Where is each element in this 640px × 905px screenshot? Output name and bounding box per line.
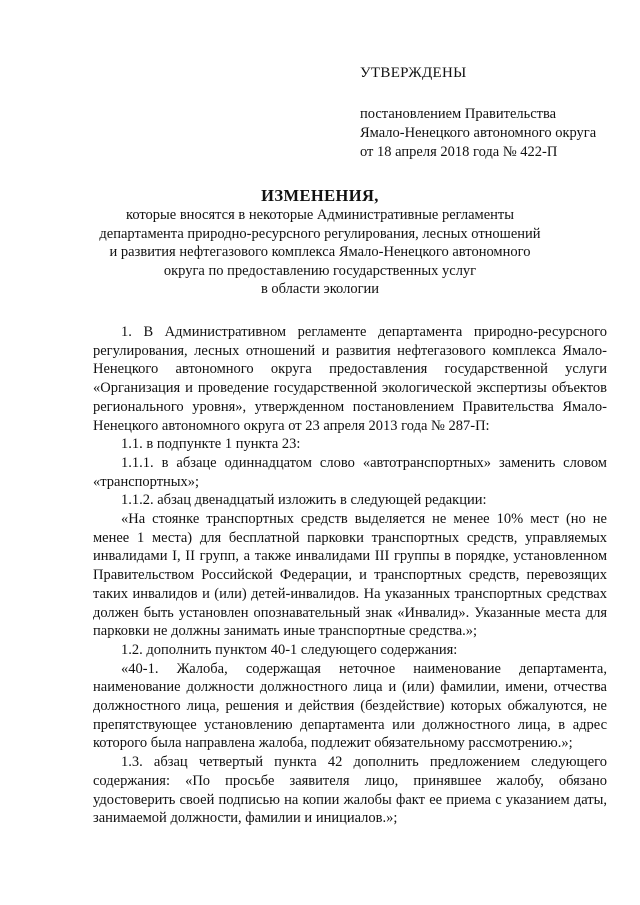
- paragraph-1-3: 1.3. абзац четвертый пункта 42 дополнить предложением следующего содержания: «По просьбе заявителя лицо, принявшее жалобу, обязано удостоверить своей подписью на копии жалобы факт ее приема с указанием даты, занимаемой должности, фамилии и инициалов.»;: [93, 754, 607, 827]
- title-subline: которые вносятся в некоторые Административные регламенты: [126, 207, 514, 223]
- paragraph-1-2: 1.2. дополнить пунктом 40-1 следующего содержания:: [121, 641, 458, 658]
- document-body: [93, 323, 607, 828]
- document-title: [0, 186, 640, 299]
- approval-line: постановлением Правительства: [360, 106, 557, 122]
- paragraph-1-1-1: 1.1.1. в абзаце одиннадцатом слово «автотранспортных» заменить словом «транспортных»;: [93, 454, 607, 490]
- approval-heading: УТВЕРЖДЕНЫ: [360, 65, 467, 81]
- paragraph-1-1: 1.1. в подпункте 1 пункта 23:: [121, 436, 301, 453]
- paragraph-1-1-2: 1.1.2. абзац двенадцатый изложить в следующей редакции:: [121, 492, 487, 509]
- approval-line: Ямало-Ненецкого автономного округа: [360, 125, 597, 141]
- title-subline: и развития нефтегазового комплекса Ямало-Ненецкого автономного: [109, 244, 531, 261]
- title-subline: округа по предоставлению государственных услуг: [163, 262, 477, 279]
- paragraph-1: 1. В Административном регламенте департамента природно-ресурсного регулирования, лесных отношений и развития нефтегазового комплекса Ямало-Ненецкого автономного округа предоставления государственной услуги «Организация и проведение государственной экологической экспертизы объектов регионального уровня», утвержденном постановлением Правительства Ямало-Ненецкого автономного округа от 23 апреля 2013 года № 287-П:: [93, 324, 607, 434]
- paragraph-quote-parking: «На стоянке транспортных средств выделяется не менее 10% мест (но не менее 1 места) для бесплатной парковки транспортных средств, управляемых инвалидами I, II групп, а также инвалидами III группы в порядке, установленном Правительством Российской Федерации, и транспортных средств, перевозящих таких инвалидов и (или) детей-инвалидов. На указанных транспортных средствах должен быть установлен опознавательный знак «Инвалид». Указанные места для парковки не должны занимать иные транспортные средства.»;: [93, 511, 607, 640]
- title-subline: департамента природно-ресурсного регулирования, лесных отношений: [99, 225, 541, 242]
- approval-block: [360, 64, 596, 162]
- approval-line: от 18 апреля 2018 года № 422-П: [360, 144, 558, 160]
- title-subline: в области экологии: [260, 281, 380, 298]
- paragraph-quote-40-1: «40-1. Жалоба, содержащая неточное наименование департамента, наименование должности должностного лица и (или) фамилии, имени, отчества должностного лица, решения и действия (бездействие) которых обжалуются, не препятствующее установлению департамента или должностного лица, в адрес которого была направлена жалоба, подлежит обязательному рассмотрению.»;: [93, 660, 607, 752]
- title-heading: ИЗМЕНЕНИЯ,: [261, 186, 379, 205]
